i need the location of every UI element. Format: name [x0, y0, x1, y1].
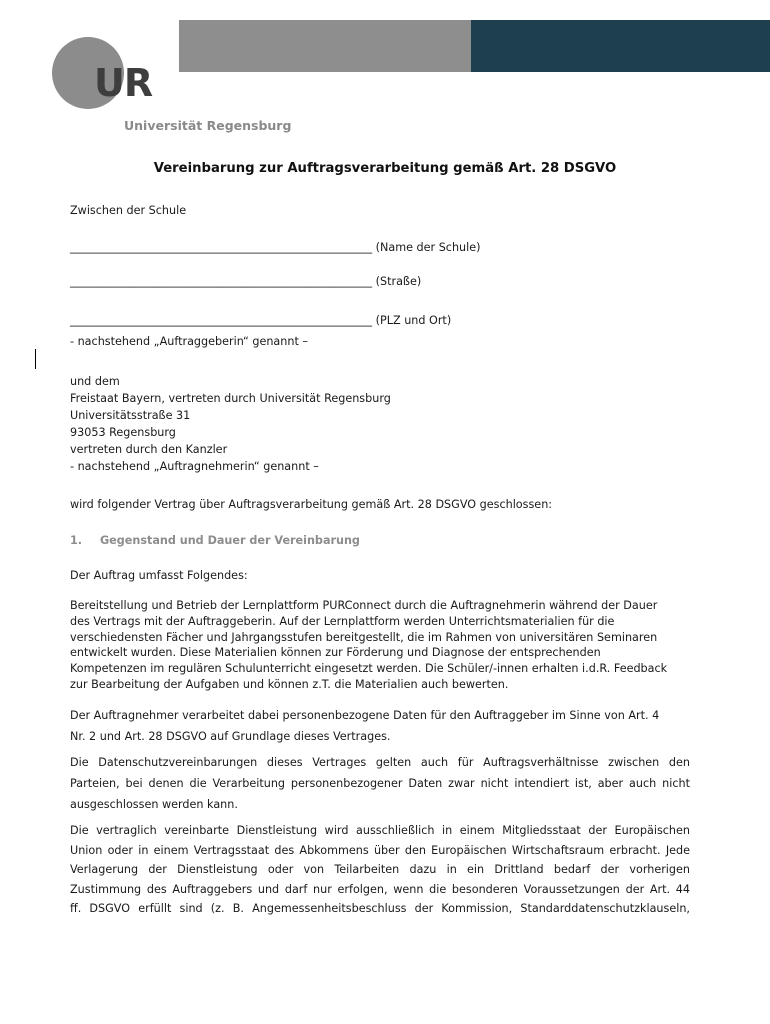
agreement-sentence: wird folgender Vertrag über Auftragsverarbeitung gemäß Art. 28 DSGVO geschlossen: [70, 498, 553, 511]
party2-name: Freistaat Bayern, vertreten durch Universität Regensburg [70, 392, 391, 405]
section-paragraph-5 [70, 821, 690, 919]
party2-street: Universitätsstraße 31 [70, 409, 191, 422]
party2-and: und dem [70, 375, 120, 388]
paragraph-line: Kompetenzen im regulären Schulunterricht eingesetzt werden. Die Schüler/-innen erhalten i.d.R. Feedback [70, 662, 668, 676]
university-logo-letters: UR [94, 61, 153, 105]
paragraph-line: zur Bearbeitung der Aufgaben und können z.T. die Materialien auch bewerten. [70, 677, 509, 691]
intro-text: Zwischen der Schule [70, 204, 187, 217]
document-title: Vereinbarung zur Auftragsverarbeitung gemäß Art. 28 DSGVO [153, 161, 617, 176]
university-name: Universität Regensburg [124, 118, 292, 133]
section-title: Gegenstand und Dauer der Vereinbarung [100, 534, 360, 547]
header-bar-dark [471, 20, 770, 72]
field-school-name[interactable] [70, 241, 480, 254]
paragraph-line: Die vertraglich vereinbarte Dienstleistung wird ausschließlich in einem Mitgliedsstaat der Europäischen [70, 824, 690, 837]
section-paragraph-1: Der Auftrag umfasst Folgendes: [70, 569, 248, 582]
section-heading [70, 534, 360, 547]
section-paragraph-2 [70, 598, 690, 693]
paragraph-line: Nr. 2 und Art. 28 DSGVO auf Grundlage dieses Vertrages. [70, 730, 391, 743]
section-paragraph-3 [70, 705, 690, 747]
party2-represented: vertreten durch den Kanzler [70, 443, 228, 456]
paragraph-line: Bereitstellung und Betrieb der Lernplattform PURConnect durch die Auftragnehmerin während der Dauer [70, 599, 658, 612]
paragraph-line: Parteien, bei denen die Verarbeitung personenbezogener Daten zwar nicht intendiert ist, aber auch nicht [70, 777, 690, 790]
text-cursor [35, 349, 36, 369]
party2-city: 93053 Regensburg [70, 426, 176, 439]
blank-line: ______________________________________________________ [70, 241, 373, 254]
paragraph-line: entwickelt wurden. Diese Materialien können zur Förderung und Diagnose der entsprechenden [70, 646, 601, 660]
paragraph-line: Die Datenschutzvereinbarungen dieses Vertrages gelten auch für Auftragsverhältnisse zwischen den [70, 756, 690, 769]
party2-block [70, 373, 391, 475]
paragraph-line: ff. DSGVO erfüllt sind (z. B. Angemessenheitsbeschluss der Kommission, Standarddatenschutzklauseln, [70, 902, 690, 915]
paragraph-line: Der Auftragnehmer verarbeitet dabei personenbezogene Daten für den Auftraggeber im Sinne von Art. 4 [70, 709, 660, 722]
field-postcode-city[interactable] [70, 314, 451, 327]
paragraph-line: Verlagerung der Dienstleistung oder von Teilarbeiten dazu in ein Drittland bedarf der vorherigen [70, 863, 690, 876]
header-bar-grey [179, 20, 471, 72]
field-label: (PLZ und Ort) [375, 314, 452, 327]
party2-designation: - nachstehend „Auftragnehmerin“ genannt – [70, 460, 319, 473]
field-street[interactable] [70, 275, 421, 288]
paragraph-line: ausgeschlossen werden kann. [70, 798, 238, 811]
paragraph-line: des Vertrags mit der Auftraggeberin. Auf der Lernplattform werden Unterrichtsmaterialien für die [70, 614, 615, 628]
field-label: (Name der Schule) [375, 241, 481, 254]
paragraph-line: verschiedensten Fächer und Jahrgangsstufen bereitgestellt, die im Rahmen von universitären Seminaren [70, 630, 658, 644]
blank-line: ______________________________________________________ [70, 275, 373, 288]
paragraph-line: Union oder in einem Vertragsstaat des Abkommens über den Europäischen Wirtschaftsraum erbracht. Jede [70, 843, 690, 857]
blank-line: ______________________________________________________ [70, 314, 373, 327]
section-paragraph-4 [70, 752, 690, 815]
paragraph-line: Zustimmung des Auftraggebers und darf nur erfolgen, wenn die besonderen Voraussetzungen der Art. 44 [70, 882, 690, 896]
section-number: 1. [70, 534, 83, 547]
field-label: (Straße) [375, 275, 422, 288]
party1-designation: - nachstehend „Auftraggeberin“ genannt – [70, 335, 308, 348]
